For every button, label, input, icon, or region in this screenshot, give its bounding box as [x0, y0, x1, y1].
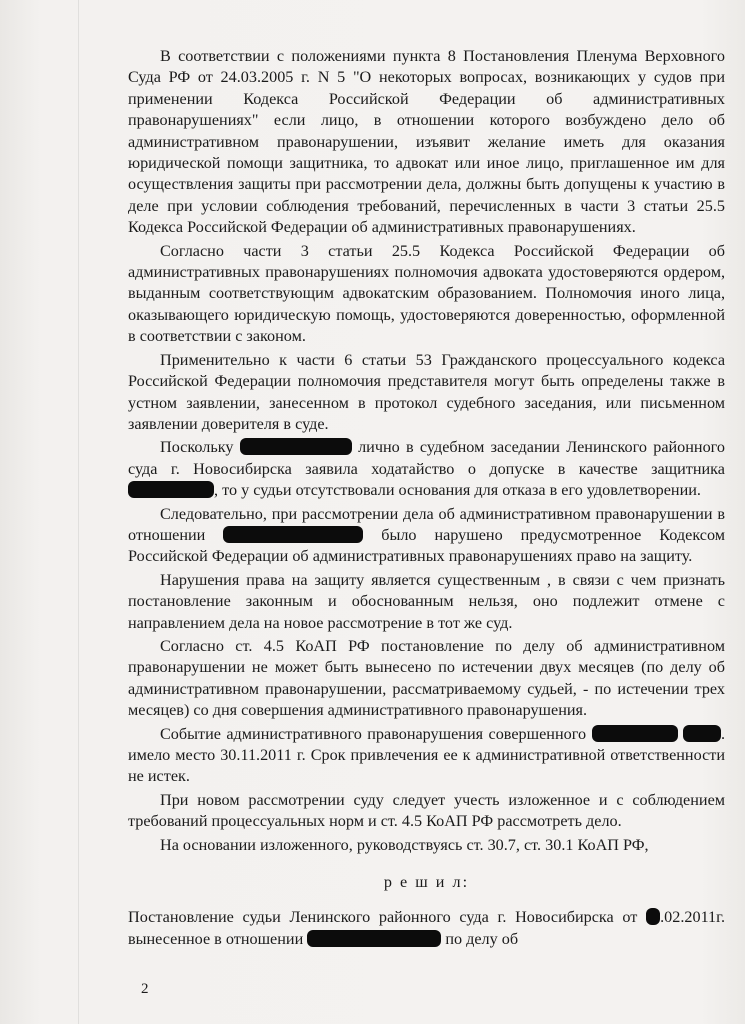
paragraph-4-start: Поскольку — [160, 438, 234, 457]
page-edge — [78, 0, 79, 1024]
paragraph-8-start: Событие административного правонарушения совершенного — [160, 724, 587, 743]
redaction-block — [128, 481, 214, 498]
redaction-block — [646, 908, 660, 925]
paragraph-7: Согласно ст. 4.5 КоАП РФ постановление по делу об административном правонарушении не может быть вынесено по истечении двух месяцев (по делу об административном правонарушении, рассматриваемому судьей, - по истечении трех месяцев) со дня совершения административного правонарушения. — [128, 636, 725, 720]
redaction-block — [240, 438, 352, 455]
paragraph-2: Согласно части 3 статьи 25.5 Кодекса Российской Федерации об административных правонарушениях полномочия адвоката удостоверяются ордером, выданным соответствующим адвокатским образованием. Полномочия иного лица, оказывающего юридическую помощь, удостоверяются доверенностью, оформленной в соответствии с законом. — [128, 241, 725, 346]
page-number: 2 — [141, 981, 149, 997]
paragraph-4-middle: лично в судебном заседании Ленинского районного суда г. Новосибирска заявила ходатайство о допуске в качестве защитника — [128, 438, 726, 478]
paragraph-11-middle: .02.2011г. вынесенное в отношении — [128, 908, 726, 948]
paragraph-8-end: . имело место 30.11.2011 г. Срок привлечения ее к административной ответственности не истек. — [128, 724, 725, 786]
paragraph-5-end: было нарушено предусмотренное Кодексом Российской Федерации об административных правонарушениях право на защиту. — [128, 525, 725, 566]
paragraph-5-start: Следовательно, при рассмотрении дела об административном правонарушении в отношении — [128, 504, 725, 544]
decision-heading: р е ш и л: — [383, 873, 470, 892]
redaction-block — [307, 930, 441, 947]
redaction-block — [592, 725, 678, 742]
redaction-block — [223, 526, 363, 543]
paragraph-11-end: по делу об — [445, 929, 519, 948]
paragraph-4 — [128, 437, 725, 501]
paragraph-1: В соответствии с положениями пункта 8 Постановления Пленума Верховного Суда РФ от 24.03.2005 г. N 5 "О некоторых вопросах, возникающих у судов при применении Кодекса Российской Федерации об административных правонарушениях" если лицо, в отношении которого возбуждено дело об административном правонарушении, изъявит желание иметь для оказания юридической помощи защитника, то адвокат или иное лицо, приглашенное им для осуществления защиты при рассмотрении дела, должны быть допущены к участию в деле при условии соблюдения требований, перечисленных в части 3 статьи 25.5 Кодекса Российской Федерации об административных правонарушениях. — [128, 47, 725, 237]
paragraph-3: Применительно к части 6 статьи 53 Гражданского процессуального кодекса Российской Федерации полномочия представителя могут быть определены также в устном заявлении, занесенном в протокол судебного заседания, или письменном заявлении доверителя в суде. — [128, 350, 725, 433]
paragraph-8 — [128, 724, 725, 788]
redaction-block — [683, 725, 721, 742]
paragraph-5 — [128, 504, 725, 568]
paragraph-10: На основании изложенного, руководствуясь ст. 30.7, ст. 30.1 КоАП РФ, — [160, 835, 649, 854]
paragraph-6: Нарушения права на защиту является существенным , в связи с чем признать постановление законным и обоснованным нельзя, оно подлежит отмене с направлением дела на новое рассмотрение в тот же суд. — [128, 570, 725, 632]
paragraph-11-start: Постановление судьи Ленинского районного суда г. Новосибирска от — [128, 908, 638, 927]
paragraph-11 — [128, 907, 725, 950]
paragraph-4-end: , то у судьи отсутствовали основания для отказа в его удовлетворении. — [214, 481, 701, 500]
paragraph-9: При новом рассмотрении суду следует учесть изложенное и с соблюдением требований процессуальных норм и ст. 4.5 КоАП РФ рассмотреть дело. — [128, 790, 725, 831]
document-body — [128, 46, 725, 952]
